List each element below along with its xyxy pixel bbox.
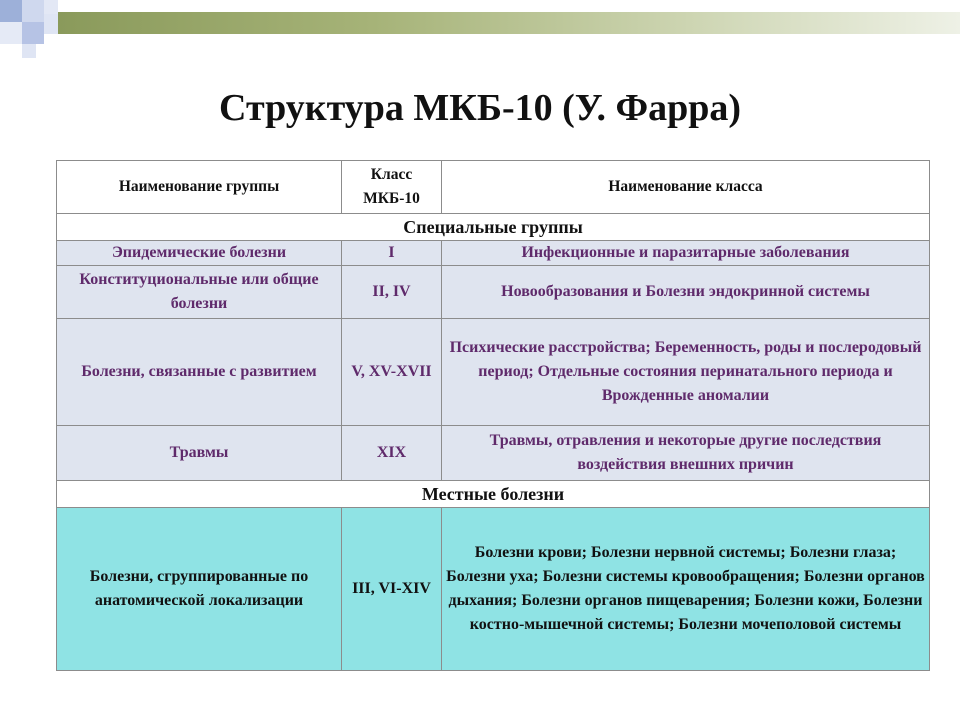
class-name-cell: Психические расстройства; Беременность, роды и послеродовый период; Отдельные состояния перинатального периода и Врожденные аномалии xyxy=(442,319,930,426)
class-name-cell: Инфекционные и паразитарные заболевания xyxy=(442,241,930,266)
class-name-cell: Травмы, отравления и некоторые другие последствия воздействия внешних причин xyxy=(442,426,930,481)
table-header-row xyxy=(57,161,930,214)
page-title: Структура МКБ-10 (У. Фарра) xyxy=(219,87,741,129)
table-row xyxy=(57,508,930,671)
header-group-name: Наименование группы xyxy=(57,161,342,214)
class-cell: I xyxy=(342,241,442,266)
class-name-cell: Болезни крови; Болезни нервной системы; Болезни глаза; Болезни уха; Болезни системы кровообращения; Болезни органов дыхания; Болезни органов пищеварения; Болезни кожи, Болезни костно-мышечной системы; Болезни мочеполовой системы xyxy=(442,508,930,671)
table-row xyxy=(57,319,930,426)
icd-structure-table xyxy=(56,160,930,671)
section-row-local xyxy=(57,481,930,508)
class-cell: V, XV-XVII xyxy=(342,319,442,426)
section-local-diseases: Местные болезни xyxy=(57,481,930,508)
section-special-groups: Специальные группы xyxy=(57,214,930,241)
group-cell: Эпидемические болезни xyxy=(57,241,342,266)
table-row xyxy=(57,241,930,266)
header-gradient-bar xyxy=(58,12,960,34)
table-row xyxy=(57,426,930,481)
header-icd-class: Класс МКБ-10 xyxy=(342,161,442,214)
class-cell: III, VI-XIV xyxy=(342,508,442,671)
group-cell: Болезни, связанные с развитием xyxy=(57,319,342,426)
group-cell: Травмы xyxy=(57,426,342,481)
group-cell: Болезни, сгруппированные по анатомической локализации xyxy=(57,508,342,671)
section-row-special xyxy=(57,214,930,241)
header-class-name: Наименование класса xyxy=(442,161,930,214)
class-cell: II, IV xyxy=(342,266,442,319)
class-cell: XIX xyxy=(342,426,442,481)
group-cell: Конституциональные или общие болезни xyxy=(57,266,342,319)
table-row xyxy=(57,266,930,319)
class-name-cell: Новообразования и Болезни эндокринной системы xyxy=(442,266,930,319)
